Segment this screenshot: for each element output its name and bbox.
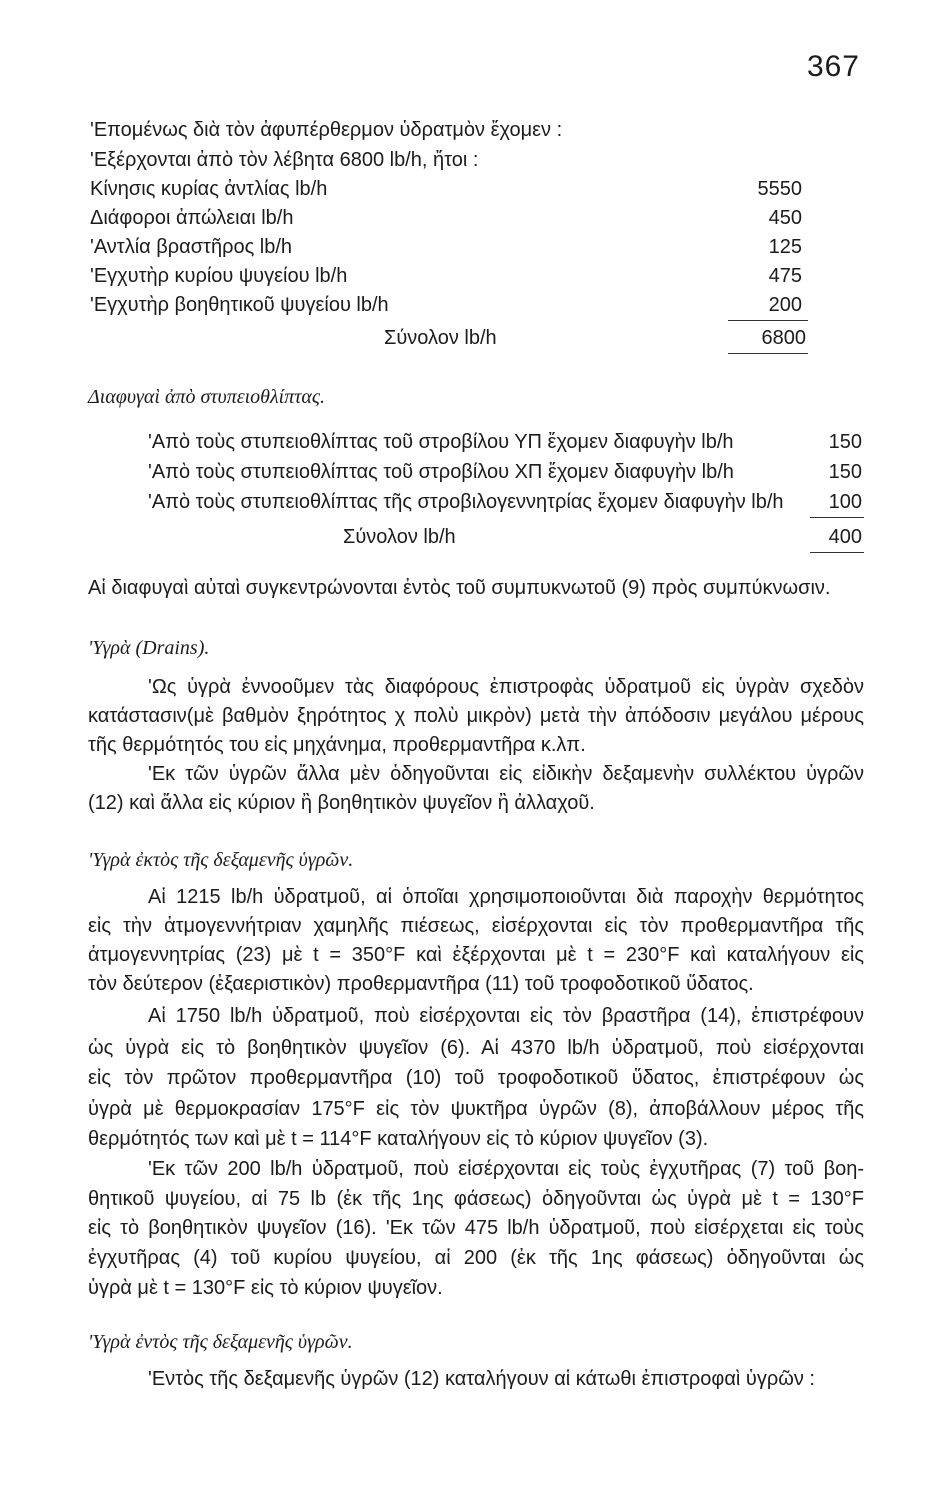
paragraph-line: εἰς τὴν ἀτμογεννήτριαν χαμηλῆς πιέσεως, εἰσέρχονται εἰς τὸν προθερμαντῆρα τῆς bbox=[88, 915, 864, 937]
paragraph-line: 'Εκ τῶν 200 lb/h ὑδρατμοῦ, ποὺ εἰσέρχονται εἰς τοὺς ἐγχυτῆρας (7) τοῦ βοη- bbox=[148, 1158, 864, 1180]
paragraph-line: Αἱ 1215 lb/h ὑδρατμοῦ, αἱ ὁποῖαι χρησιμοποιοῦνται διὰ παροχὴν θερμότητος bbox=[148, 886, 864, 908]
paragraph-line: (12) καὶ ἄλλα εἰς κύριον ἢ βοηθητικὸν ψυγεῖον ἢ ἀλλαχοῦ. bbox=[88, 792, 595, 814]
intro-line-1: 'Επομένως διὰ τὸν ἀφυπέρθερμον ὑδρατμὸν ἔχομεν : bbox=[90, 119, 563, 141]
sum-rule bbox=[810, 517, 864, 518]
table-row-label: 'Εγχυτὴρ βοηθητικοῦ ψυγείου lb/h bbox=[90, 294, 389, 316]
table-row-value: 100 bbox=[828, 491, 862, 513]
table-row-value: 150 bbox=[828, 461, 862, 483]
total-value: 6800 bbox=[761, 327, 806, 349]
paragraph-line: θητικοῦ ψυγείου, αἱ 75 lb (ἐκ τῆς 1ης φάσεως) ὁδηγοῦνται ὡς ὑγρὰ μὲ t = 130°F bbox=[88, 1188, 864, 1210]
table-row-label: Κίνησις κυρίας ἀντλίας lb/h bbox=[90, 178, 328, 200]
paragraph-line: ὡς ὑγρὰ εἰς τὸ βοηθητικὸν ψυγεῖον (6). Αἱ 4370 lb/h ὑδρατμοῦ, ποὺ εἰσέρχονται bbox=[88, 1037, 864, 1059]
paragraph-line: εἰς τὸν πρῶτον προθερμαντῆρα (10) τοῦ τροφοδοτικοῦ ὕδατος, ἐπιστρέφουν ὡς bbox=[88, 1067, 864, 1089]
total-label: Σύνολον lb/h bbox=[384, 327, 497, 349]
paragraph-line: Αἱ 1750 lb/h ὑδρατμοῦ, ποὺ εἰσέρχονται εἰς τὸν βραστῆρα (14), ἐπιστρέφουν bbox=[148, 1005, 864, 1027]
paragraph-line: θερμότητός των καὶ μὲ t = 114°F καταλήγουν εἰς τὸ κύριον ψυγεῖον (3). bbox=[88, 1128, 709, 1150]
table-row-label: 'Απὸ τοὺς στυπειοθλίπτας τῆς στροβιλογεννητρίας ἔχομεν διαφυγὴν lb/h bbox=[148, 491, 784, 513]
paragraph-line: 'Ως ὑγρὰ ἐννοοῦμεν τὰς διαφόρους ἐπιστροφὰς ὑδρατμοῦ εἰς ὑγρὰν σχεδὸν bbox=[148, 676, 864, 698]
table-row-value: 125 bbox=[768, 236, 802, 258]
paragraph-line: ἀτμογεννητρίας (23) μὲ t = 350°F καὶ ἐξέρχονται μὲ t = 230°F καὶ καταλήγουν εἰς bbox=[88, 944, 864, 966]
table-row-value: 475 bbox=[768, 265, 802, 287]
total-rule bbox=[728, 353, 808, 354]
table-row-label: 'Απὸ τοὺς στυπειοθλίπτας τοῦ στροβίλου ΥΠ ἔχομεν διαφυγὴν lb/h bbox=[148, 431, 734, 453]
paragraph-line: εἰς τὸ βοηθητικὸν ψυγεῖον (16). 'Εκ τῶν 475 lb/h ὑδρατμοῦ, ποὺ εἰσέρχεται εἰς τοὺς bbox=[88, 1217, 864, 1239]
table-row-value: 450 bbox=[768, 207, 802, 229]
section-heading-inside-tank: 'Υγρὰ ἐντὸς τῆς δεξαμενῆς ὑγρῶν. bbox=[88, 1331, 353, 1353]
table-row-value: 5550 bbox=[757, 178, 802, 200]
paragraph-line: ἐγχυτῆρας (4) τοῦ κυρίου ψυγείου, αἱ 200 (ἐκ τῆς 1ης φάσεως) ὁδηγοῦνται ὡς bbox=[88, 1247, 864, 1269]
intro-line-2: 'Εξέρχονται ἀπὸ τὸν λέβητα 6800 lb/h, ἤτοι : bbox=[90, 149, 479, 171]
paragraph-line: κατάστασιν(μὲ βαθμὸν ξηρότητος χ πολὺ μικρὸν) μετὰ τὴν ἀπόδοσιν μεγάλου μέρους bbox=[88, 705, 864, 727]
page-number: 367 bbox=[806, 50, 860, 83]
paragraph-line: τῆς θερμότητός του εἰς μηχάνημα, προθερμαντῆρα κ.λπ. bbox=[88, 734, 586, 756]
total-rule bbox=[810, 552, 864, 553]
table-row-label: 'Εγχυτὴρ κυρίου ψυγείου lb/h bbox=[90, 265, 348, 287]
total-value: 400 bbox=[828, 526, 862, 548]
table-row-label: Διάφοροι ἀπώλειαι lb/h bbox=[90, 207, 294, 229]
table-row-label: 'Αντλία βραστῆρος lb/h bbox=[90, 236, 293, 258]
sum-rule bbox=[728, 320, 808, 321]
section-heading-outside-tank: 'Υγρὰ ἐκτὸς τῆς δεξαμενῆς ὑγρῶν. bbox=[88, 849, 354, 871]
leaks-note: Αἱ διαφυγαὶ αὐταὶ συγκεντρώνονται ἐντὸς τοῦ συμπυκνωτοῦ (9) πρὸς συμπύκνωσιν. bbox=[88, 577, 831, 599]
paragraph-line: 'Εντὸς τῆς δεξαμενῆς ὑγρῶν (12) καταλήγουν αἱ κάτωθι ἐπιστροφαὶ ὑγρῶν : bbox=[148, 1368, 815, 1390]
paragraph-line: 'Εκ τῶν ὑγρῶν ἄλλα μὲν ὁδηγοῦνται εἰς εἰδικὴν δεξαμενὴν συλλέκτου ὑγρῶν bbox=[148, 763, 864, 785]
table-row-value: 200 bbox=[768, 294, 802, 316]
table-row-value: 150 bbox=[828, 431, 862, 453]
table-row-label: 'Απὸ τοὺς στυπειοθλίπτας τοῦ στροβίλου ΧΠ ἔχομεν διαφυγὴν lb/h bbox=[148, 461, 734, 483]
paragraph-line: ὑγρὰ μὲ t = 130°F εἰς τὸ κύριον ψυγεῖον. bbox=[88, 1277, 443, 1299]
paragraph-line: ὑγρὰ μὲ θερμοκρασίαν 175°F εἰς τὸν ψυκτῆρα ὑγρῶν (8), ἀποβάλλουν μέρος τῆς bbox=[88, 1098, 864, 1120]
section-heading-leaks: Διαφυγαὶ ἀπὸ στυπειοθλίπτας. bbox=[88, 386, 325, 408]
section-heading-drains: 'Υγρὰ (Drains). bbox=[88, 637, 210, 659]
paragraph-line: τὸν δεύτερον (ἐξαεριστικὸν) προθερμαντῆρα (11) τοῦ τροφοδοτικοῦ ὕδατος. bbox=[88, 973, 754, 995]
total-label: Σύνολον lb/h bbox=[343, 526, 456, 548]
